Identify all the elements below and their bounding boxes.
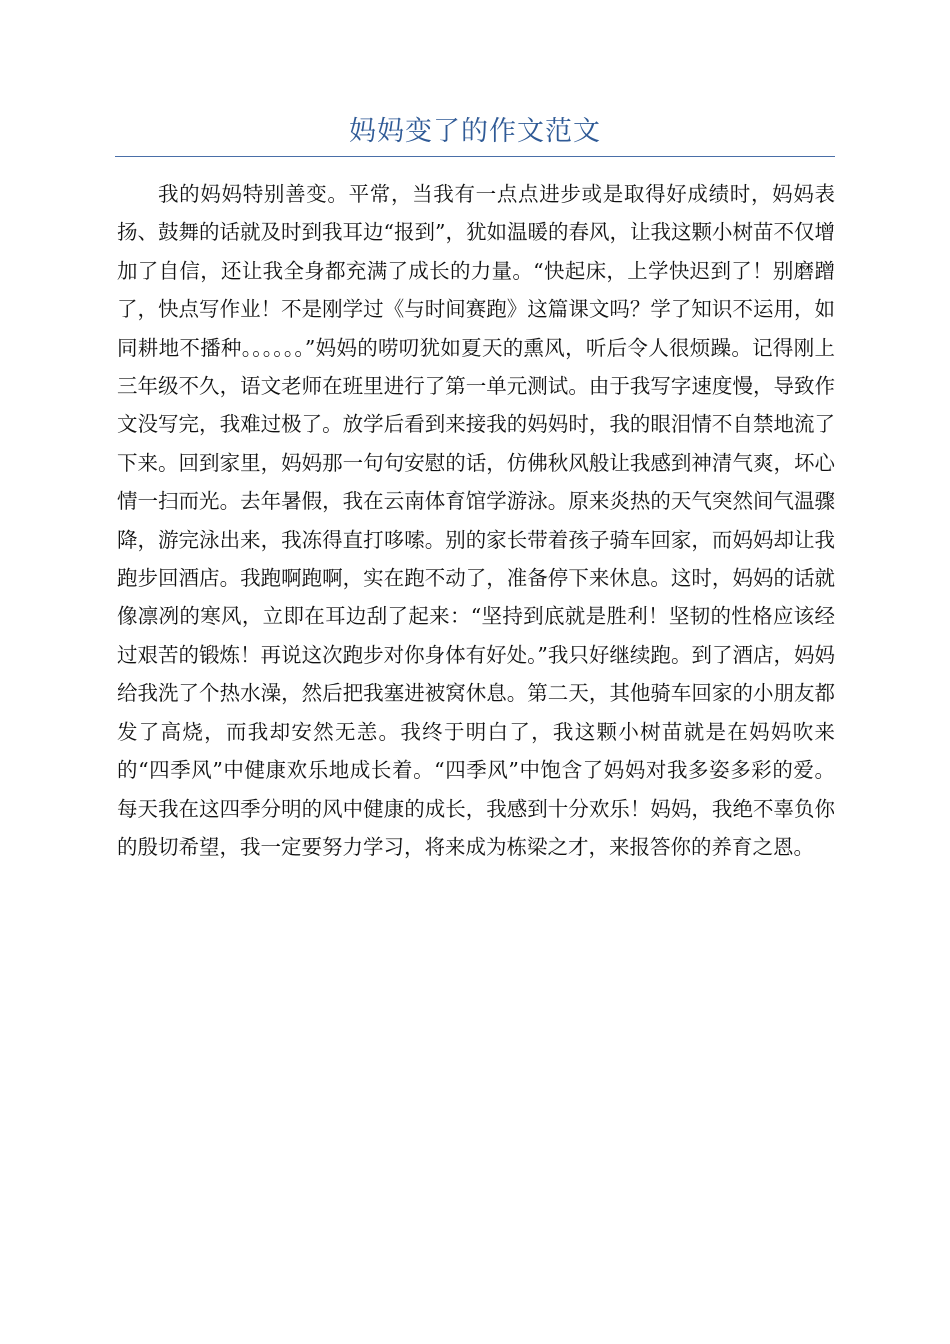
title-block bbox=[115, 112, 835, 157]
document-title: 妈妈变了的作文范文 bbox=[349, 116, 601, 147]
body-paragraph: 我的妈妈特别善变。平常，当我有一点点进步或是取得好成绩时，妈妈表扬、鼓舞的话就及时到我耳边“报到”，犹如温暖的春风，让我这颗小树苗不仅增加了自信，还让我全身都充满了成长的力量。“快起床，上学快迟到了！别磨蹭了，快点写作业！不是刚学过《与时间赛跑》这篇课文吗？学了知识不运用，如同耕地不播种。。。。。。”妈妈的唠叨犹如夏天的熏风，听后令人很烦躁。记得刚上三年级不久，语文老师在班里进行了第一单元测试。由于我写字速度慢，导致作文没写完，我难过极了。放学后看到来接我的妈妈时，我的眼泪情不自禁地流了下来。回到家里，妈妈那一句句安慰的话，仿佛秋风般让我感到神清气爽，坏心情一扫而光。去年暑假，我在云南体育馆学游泳。原来炎热的天气突然间气温骤降，游完泳出来，我冻得直打哆嗦。别的家长带着孩子骑车回家，而妈妈却让我跑步回酒店。我跑啊跑啊，实在跑不动了，准备停下来休息。这时，妈妈的话就像凛冽的寒风，立即在耳边刮了起来：“坚持到底就是胜利！坚韧的性格应该经过艰苦的锻炼！再说这次跑步对你身体有好处。”我只好继续跑。到了酒店，妈妈给我洗了个热水澡，然后把我塞进被窝休息。第二天，其他骑车回家的小朋友都发了高烧，而我却安然无恙。我终于明白了，我这颗小树苗就是在妈妈吹来的“四季风”中健康欢乐地成长着。“四季风”中饱含了妈妈对我多姿多彩的爱。每天我在这四季分明的风中健康的成长，我感到十分欢乐！妈妈，我绝不辜负你的殷切希望，我一定要努力学习，将来成为栋梁之才，来报答你的养育之恩。 bbox=[117, 182, 835, 859]
